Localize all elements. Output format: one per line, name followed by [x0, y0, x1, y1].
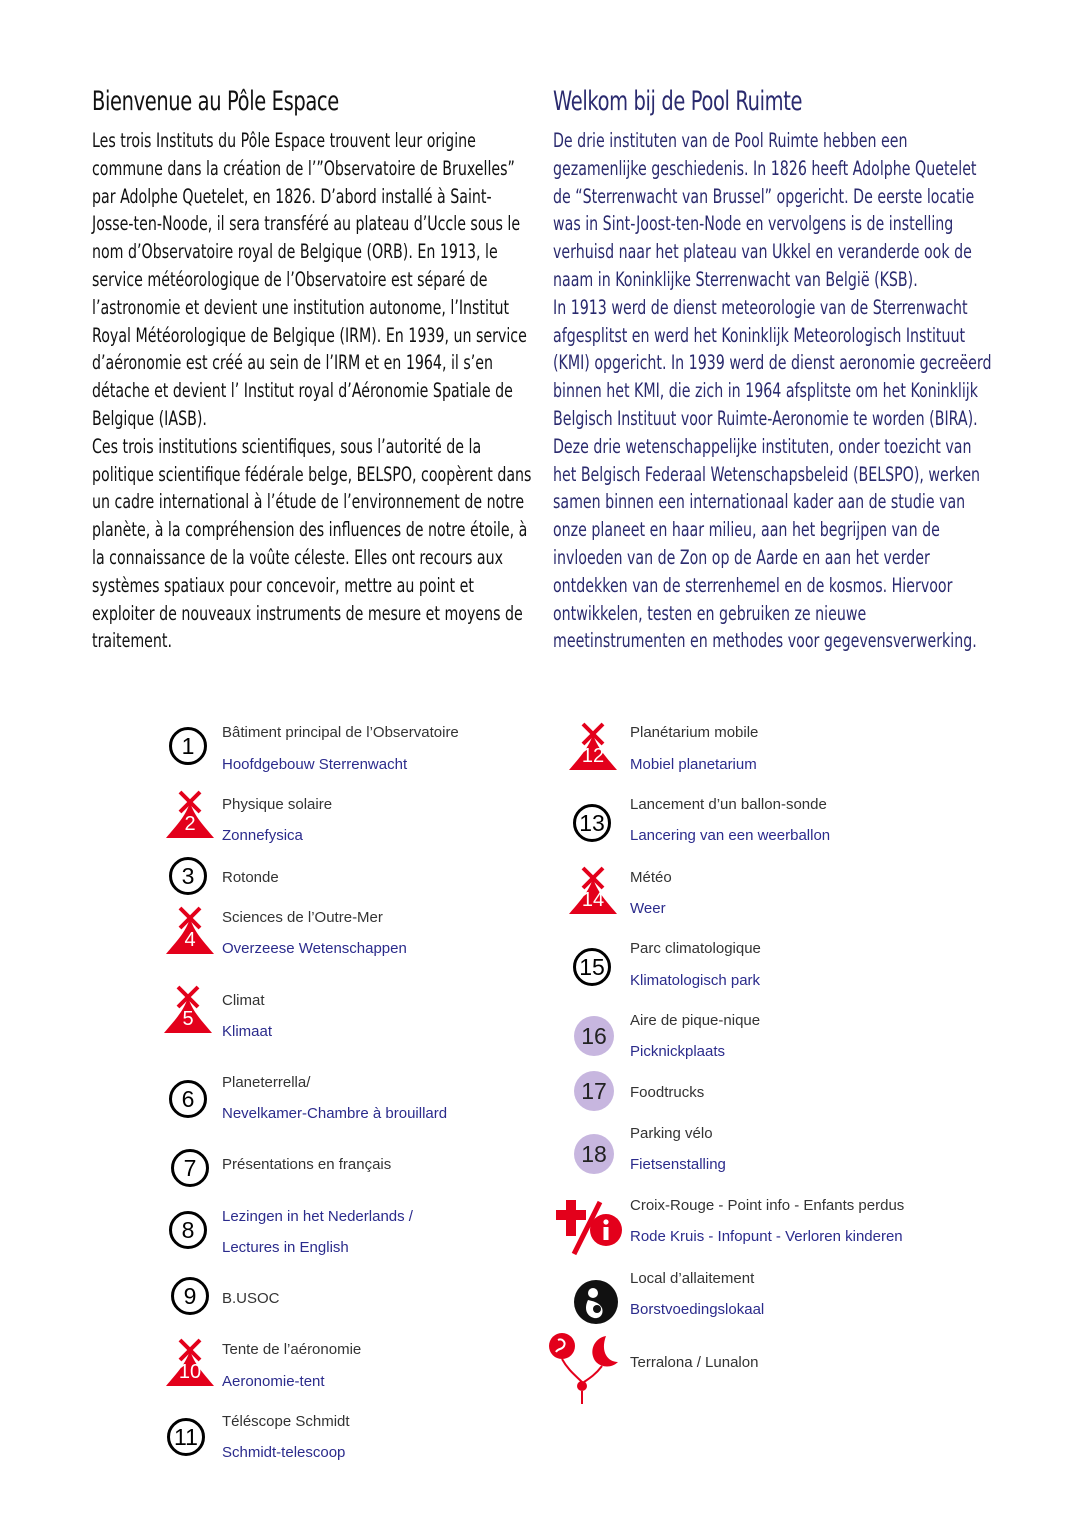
legend-13-fr: Lancement d’un ballon-sonde — [630, 796, 827, 813]
legend-4-nl: Overzeese Wetenschappen — [222, 940, 407, 957]
legend-6-nl: Nevelkamer-Chambre à brouillard — [222, 1105, 448, 1122]
legend-3-fr: Rotonde — [222, 869, 279, 886]
dutch-paragraph-1: De drie instituten van de Pool Ruimte hebben een gezamenlijke geschiedenis. In 1826 heeft Adolphe Quetelet de “Sterrenwacht van Brussel” opgericht. De eerste locatie was in Sint-Joost-ten-Node en vervolgens is de instelling verhuisd naar het plateau van Ukkel en veranderde ook de naam in Koninklijke Sterrenwacht van België (KSB). — [553, 129, 977, 291]
legend-18-fr: Parking vélo — [630, 1125, 713, 1142]
marker-16-icon: 16 — [574, 1016, 614, 1056]
legend-12-nl: Mobiel planetarium — [630, 756, 757, 773]
legend-8-en: Lectures in English — [222, 1239, 349, 1256]
legend-15-nl: Klimatologisch park — [630, 972, 761, 989]
legend-9-fr: B.USOC — [222, 1290, 280, 1307]
legend-nursing-nl: Borstvoedingslokaal — [630, 1301, 765, 1318]
tent-4-number: 4 — [184, 929, 196, 951]
legend-11-nl: Schmidt-telescoop — [222, 1444, 346, 1461]
legend-16-fr: Aire de pique-nique — [630, 1012, 761, 1029]
marker-6-icon: 6 — [169, 1080, 207, 1118]
marker-18-icon: 18 — [574, 1134, 614, 1174]
tent-10-number: 10 — [178, 1361, 202, 1383]
legend-2-fr: Physique solaire — [222, 796, 333, 813]
french-paragraph-2: Ces trois institutions scientifiques, sous l’autorité de la politique scientifique fédérale belge, BELSPO, coopèrent dans un cadre international à l’étude de l’environnement de notre planète, à la compréhension des influences de notre étoile, à la connaissance de la voûte céleste. Elles ont recours aux systèmes spatiaux pour concevoir, mettre au point et exploiter de nouveaux instruments de mesure et moyens de traitement. — [92, 434, 532, 653]
tent-12-number: 12 — [581, 745, 605, 767]
legend-5-fr: Climat — [222, 992, 265, 1009]
legend-10-fr: Tente de l’aéronomie — [222, 1341, 362, 1358]
tent-10-icon — [164, 1338, 216, 1390]
legend-nursing-fr: Local d’allaitement — [630, 1270, 755, 1287]
marker-7-icon: 7 — [171, 1149, 209, 1187]
legend-6-fr: Planeterrella/ — [222, 1074, 311, 1091]
marker-11-icon: 11 — [167, 1418, 205, 1456]
legend-2-nl: Zonnefysica — [222, 827, 303, 844]
legend-1-nl: Hoofdgebouw Sterrenwacht — [222, 756, 408, 773]
red-cross-info-icon — [556, 1198, 624, 1256]
legend-8-nl: Lezingen in het Nederlands / — [222, 1208, 413, 1225]
marker-8-icon: 8 — [169, 1211, 207, 1249]
legend-18-nl: Fietsenstalling — [630, 1156, 726, 1173]
dutch-column — [553, 86, 993, 655]
dutch-paragraph-2: In 1913 werd de dienst meteorologie van de Sterrenwacht afgesplitst en werd het Koninklijk Meteorologisch Instituut (KMI) opgericht. In 1939 werd de dienst aeronomie gecreëerd binnen het KMI, die zich in 1964 afsplitste om het Koninklijk Belgisch Instituut voor Ruimte-Aeronomie te worden (BIRA). — [553, 295, 992, 430]
legend-4-fr: Sciences de l’Outre-Mer — [222, 909, 383, 926]
legend-redcross-fr: Croix-Rouge - Point info - Enfants perdus — [630, 1197, 905, 1214]
nursing-room-icon — [572, 1278, 620, 1326]
legend-13-nl: Lancering van een weerballon — [630, 827, 831, 844]
legend-17-fr: Foodtrucks — [630, 1084, 705, 1101]
marker-9-icon: 9 — [171, 1277, 209, 1315]
tent-12-icon — [567, 722, 619, 774]
legend-1-fr: Bâtiment principal de l’Observatoire — [222, 724, 459, 741]
tent-2-icon — [164, 790, 216, 842]
legend-7-fr: Présentations en français — [222, 1156, 392, 1173]
dutch-title: Welkom bij de Pool Ruimte — [553, 86, 803, 117]
legend-14-nl: Weer — [630, 900, 666, 917]
legend-10-nl: Aeronomie-tent — [222, 1373, 325, 1390]
legend-redcross-nl: Rode Kruis - Infopunt - Verloren kinderen — [630, 1228, 903, 1245]
legend-16-nl: Picknickplaats — [630, 1043, 726, 1060]
legend-5-nl: Klimaat — [222, 1023, 273, 1040]
tent-2-number: 2 — [184, 813, 196, 835]
marker-3-icon: 3 — [169, 857, 207, 895]
legend-15-fr: Parc climatologique — [630, 940, 761, 957]
marker-1-icon: 1 — [169, 727, 207, 765]
tent-14-number: 14 — [581, 889, 605, 911]
french-title: Bienvenue au Pôle Espace — [92, 86, 339, 117]
dutch-paragraph-3: Deze drie wetenschappelijke instituten, onder toezicht van het Belgisch Federaal Wetenschapsbeleid (BELSPO), werken samen binnen een internationaal kader aan de studie van onze planeet en haar milieu, aan het begrijpen van de invloeden van de Zon op de Aarde en aan het verder ontdekken van de sterrenhemel en de kosmos. Hiervoor ontwikkelen, testen en gebruiken ze nieuwe meetinstrumenten en methodes voor gegevensverwerking. — [553, 434, 981, 653]
tent-4-icon — [164, 906, 216, 958]
marker-15-icon: 15 — [573, 948, 611, 986]
legend-12-fr: Planétarium mobile — [630, 724, 759, 741]
french-paragraph-1: Les trois Instituts du Pôle Espace trouvent leur origine commune dans la création de l’”Observatoire de Bruxelles” par Adolphe Quetelet, en 1826. D’abord installé à Saint-Josse-ten-Noode, il sera transféré au plateau d’Uccle sous le nom d’Observatoire royal de Belgique (ORB). En 1913, le service météorologique de l’Observatoire est séparé de l’astronomie et devient une institution autonome, l’Institut Royal Météorologique de Belgique (IRM). En 1939, un service d’aéronomie est créé au sein de l’IRM et en 1964, il s’en détache et devient l’ Institut royal d’Aéronomie Spatiale de Belgique (IASB). — [92, 129, 527, 430]
tent-5-icon — [162, 985, 214, 1037]
legend-terralona-fr: Terralona / Lunalon — [630, 1354, 759, 1371]
legend-11-fr: Téléscope Schmidt — [222, 1413, 350, 1430]
legend-14-fr: Météo — [630, 869, 672, 886]
terralona-lunalon-icon — [546, 1330, 622, 1406]
tent-5-number: 5 — [182, 1008, 194, 1030]
marker-13-icon: 13 — [573, 804, 611, 842]
marker-17-icon: 17 — [574, 1071, 614, 1111]
tent-14-icon — [567, 866, 619, 918]
french-column — [92, 86, 532, 655]
